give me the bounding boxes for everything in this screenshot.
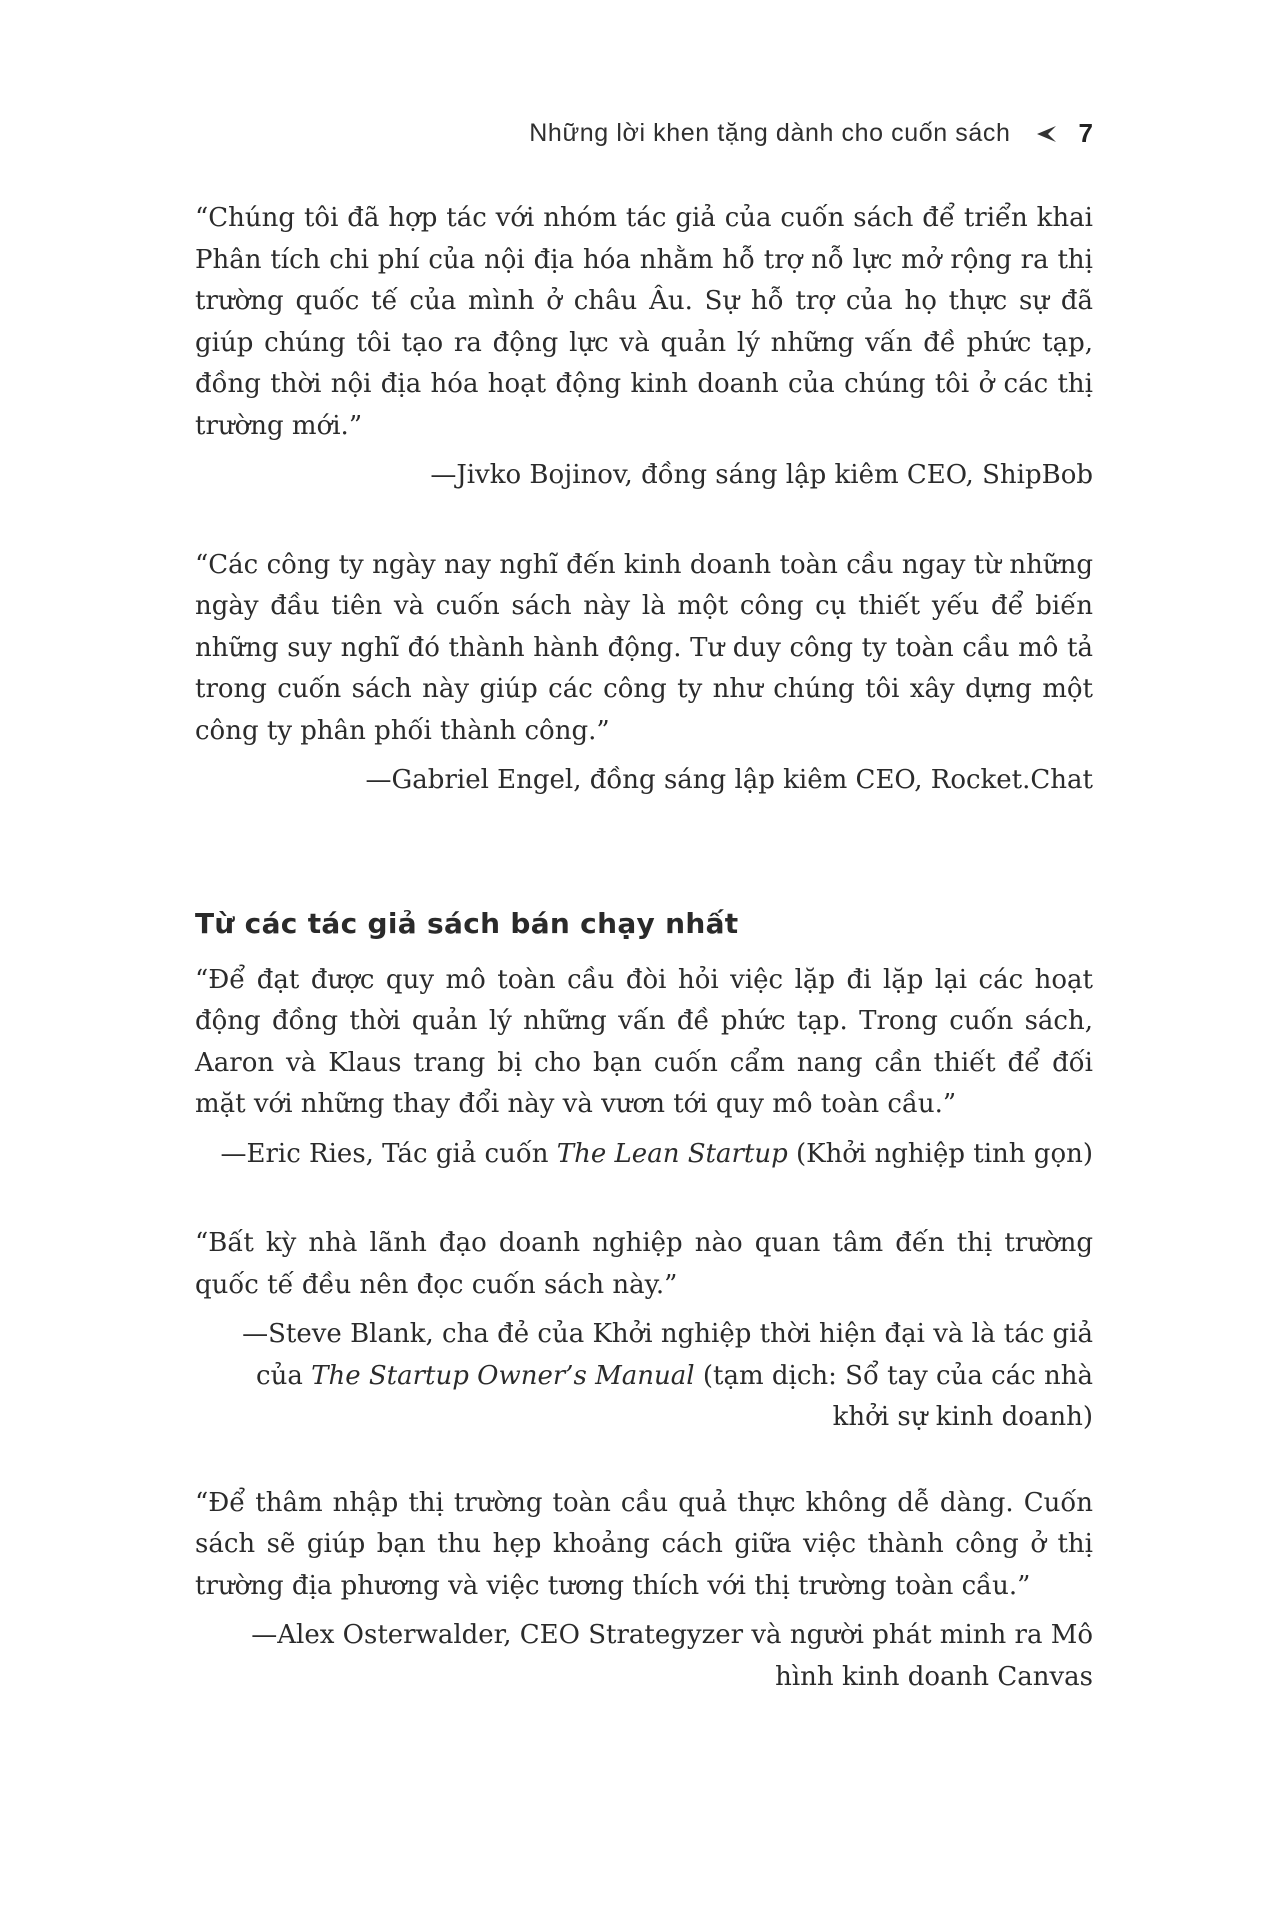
testimonial-block [195,198,1093,497]
arrow-mark-icon [1035,124,1057,144]
testimonial-attribution [195,1314,1093,1439]
testimonial-attribution: —Gabriel Engel, đồng sáng lập kiêm CEO, Rocket.Chat [365,765,1093,795]
testimonial-block [195,545,1093,802]
testimonial-attribution: —Jivko Bojinov, đồng sáng lập kiêm CEO, ShipBob [430,460,1093,490]
page-number: 7 [1078,118,1093,148]
running-header [529,118,1093,149]
testimonial-block [195,1223,1093,1439]
attribution-text: (tạm dịch: Sổ tay của các nhà khởi sự kinh doanh) [694,1360,1093,1432]
testimonial-quote: “Để thâm nhập thị trường toàn cầu quả thực không dễ dàng. Cuốn sách sẽ giúp bạn thu hẹp khoảng cách giữa việc thành công ở thị trường địa phương và việc tương thích với thị trường toàn cầu.” [195,1487,1093,1601]
attribution-text: —Steve Blank, cha đẻ của Khởi nghiệp thời hiện đại và là tác giả của [242,1319,1093,1391]
testimonial-block [195,960,1093,1176]
book-title: The Startup Owner’s Manual [311,1360,695,1391]
section-heading: Từ các tác giả sách bán chạy nhất [195,906,739,940]
testimonial-attribution: —Alex Osterwalder, CEO Strategyzer và người phát minh ra Mô hình kinh doanh Canvas [251,1620,1093,1692]
testimonial-quote: “Bất kỳ nhà lãnh đạo doanh nghiệp nào quan tâm đến thị trường quốc tế đều nên đọc cuốn sách này.” [195,1228,1093,1300]
testimonial-quote: “Để đạt được quy mô toàn cầu đòi hỏi việc lặp đi lặp lại các hoạt động đồng thời quản lý những vấn đề phức tạp. Trong cuốn sách, Aaron và Klaus trang bị cho bạn cuốn cẩm nang cần thiết để đối mặt với những thay đổi này và vươn tới quy mô toàn cầu.” [195,964,1093,1119]
testimonial-attribution [195,1134,1093,1176]
page-body [195,198,1093,1698]
testimonial-block [195,1483,1093,1699]
attribution-text: —Eric Ries, Tác giả cuốn [220,1138,557,1169]
book-title: The Lean Startup [556,1138,788,1169]
running-title: Những lời khen tặng dành cho cuốn sách [529,119,1011,147]
attribution-text: (Khởi nghiệp tinh gọn) [787,1138,1093,1169]
testimonial-quote: “Các công ty ngày nay nghĩ đến kinh doanh toàn cầu ngay từ những ngày đầu tiên và cuốn sách này là một công cụ thiết yếu để biến những suy nghĩ đó thành hành động. Tư duy công ty toàn cầu mô tả trong cuốn sách này giúp các công ty như chúng tôi xây dựng một công ty phân phối thành công.” [195,549,1093,746]
testimonial-quote: “Chúng tôi đã hợp tác với nhóm tác giả của cuốn sách để triển khai Phân tích chi phí của nội địa hóa nhằm hỗ trợ nỗ lực mở rộng ra thị trường quốc tế của mình ở châu Âu. Sự hỗ trợ của họ thực sự đã giúp chúng tôi tạo ra động lực và quản lý những vấn đề phức tạp, đồng thời nội địa hóa hoạt động kinh doanh của chúng tôi ở các thị trường mới.” [195,203,1093,441]
